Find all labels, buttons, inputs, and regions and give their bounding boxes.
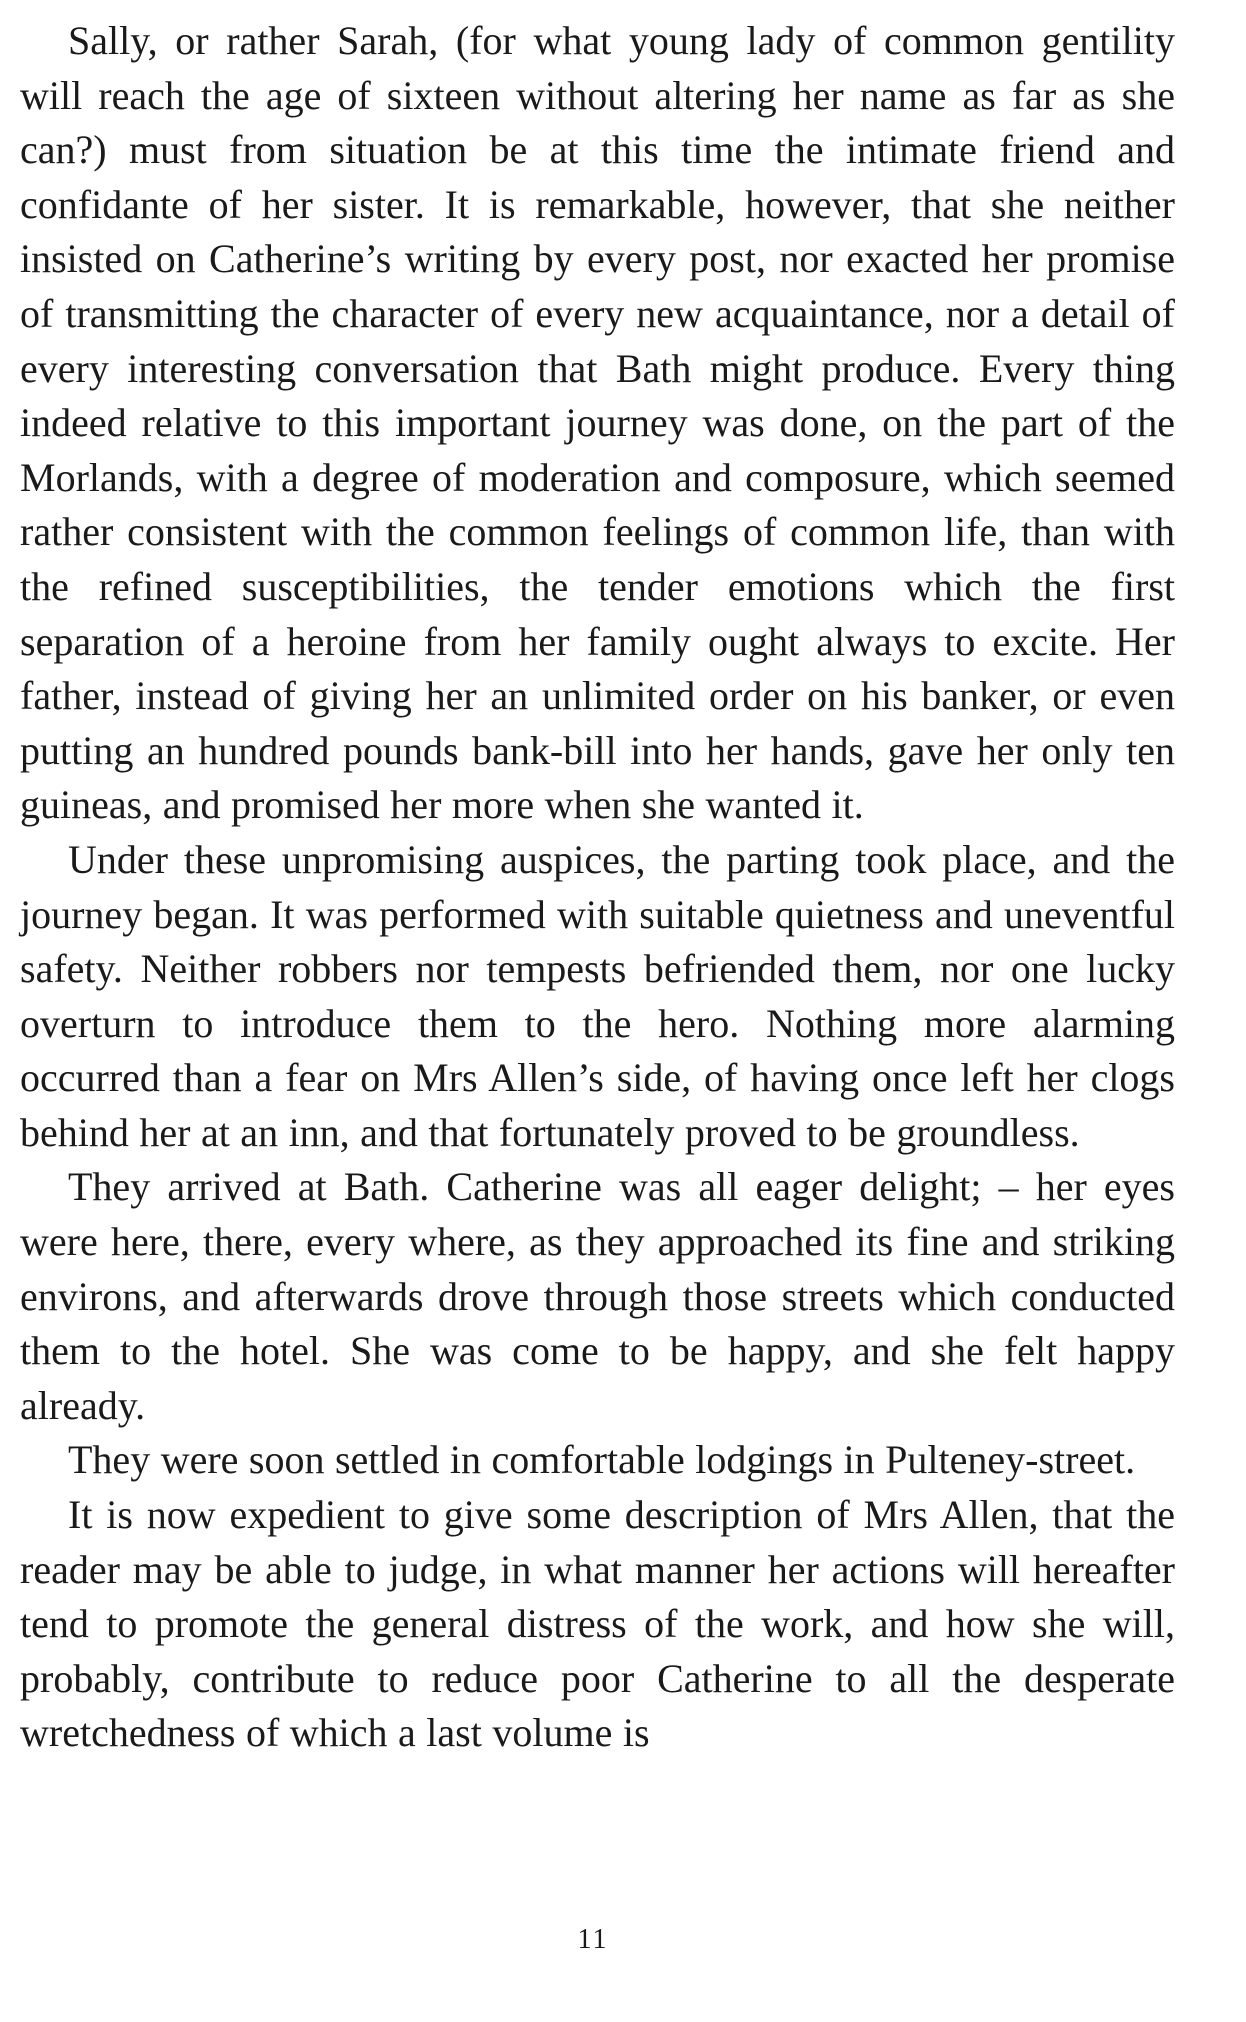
paragraph-3: They arrived at Bath. Catherine was all eager delight; – her eyes were here, there, every where, as they approached its fine and striking environs, and afterwards drove through those streets which conducted them to the hotel. She was come to be happy, and she felt happy already. xyxy=(20,1164,1175,1428)
paragraph-1: Sally, or rather Sarah, (for what young lady of common gentility will reach the age of sixteen without altering her name as far as she can?) must from situation be at this time the intimate friend and confidante of her sister. It is remarkable, however, that she neither insisted on Catherine’s writing by every post, nor exacted her promise of transmitting the character of every new acquaintance, nor a detail of every interesting conversation that Bath might produce. Every thing indeed relative to this important journey was done, on the part of the Morlands, with a degree of moderation and composure, which seemed rather consistent with the common feelings of common life, than with the refined susceptibilities, the tender emotions which the first separation of a heroine from her family ought always to excite. Her father, instead of giving her an unlimited order on his banker, or even putting an hundred pounds bank-bill into her hands, gave her only ten guineas, and promised her more when she wanted it. xyxy=(20,18,1175,828)
paragraph-4: They were soon settled in comfortable lodgings in Pulteney-street. xyxy=(68,1437,1136,1483)
paragraph-2: Under these unpromising auspices, the parting took place, and the journey began. It was performed with suitable quietness and uneventful safety. Neither robbers nor tempests befriended them, nor one lucky overturn to introduce them to the hero. Nothing more alarming occurred than a fear on Mrs Allen’s side, of having once left her clogs behind her at an inn, and that fortunately proved to be groundless. xyxy=(20,836,1175,1155)
page-number: 11 xyxy=(577,1924,609,1955)
paragraph-5: It is now expedient to give some description of Mrs Allen, that the reader may be able to judge, in what manner her actions will hereafter tend to promote the general distress of the work, and how she will, probably, contribute to reduce poor Catherine to all the desperate wretchedness of which a last volume is xyxy=(20,1492,1175,1756)
page-body xyxy=(20,14,1175,1761)
